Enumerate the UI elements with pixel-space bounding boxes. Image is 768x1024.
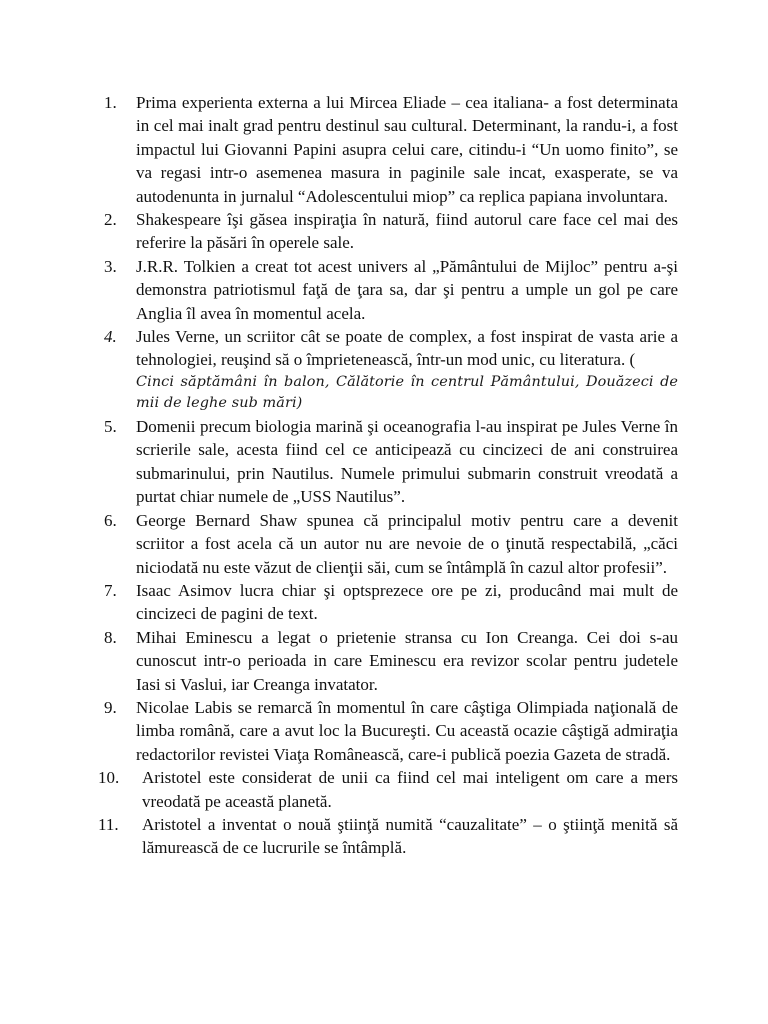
item-number: 1.	[104, 93, 117, 112]
item-text: Isaac Asimov lucra chiar şi optsprezece ore pe zi, producând mai mult de cincizeci de pagini de text.	[136, 580, 678, 624]
item-number: 4.	[104, 327, 117, 347]
list-item	[98, 766, 678, 813]
book-titles-note: Cinci săptămâni în balon, Călătorie în centrul Pământului, Douăzeci de mii de leghe sub mări)	[136, 373, 678, 412]
list-item	[104, 208, 678, 255]
item-number: 9.	[104, 697, 117, 717]
item-text: Shakespeare îşi găsea inspiraţia în natură, fiind autorul care face cel mai des referire la păsări în operele sale.	[136, 210, 678, 253]
list-item	[104, 579, 678, 626]
item-text: George Bernard Shaw spunea că principalul motiv pentru care a devenit scriitor a fost acela că un autor nu are nevoie de o ţinută respectabilă, „căci niciodată nu este văzut de clienţii săi, cum se întâmplă în cazul altor profesii”.	[136, 510, 678, 577]
item-text: Aristotel a inventat o nouă ştiinţă numită “cauzalitate” – o ştiinţă menită să lămurească de ce lucrurile se întâmplă.	[142, 814, 678, 858]
item-number: 5.	[104, 417, 117, 437]
list-item	[98, 813, 678, 860]
list-item	[104, 255, 678, 325]
item-number: 11.	[98, 814, 119, 834]
list-item	[104, 415, 678, 509]
item-number: 8.	[104, 627, 117, 647]
list-item	[104, 509, 678, 579]
item-text: Prima experienta externa a lui Mircea Eliade – cea italiana- a fost determinata in cel mai inalt grad pentru destinul sau cultural. Determinant, la randu-i, a fost impactul lui Giovanni Papini asupra celui care, citindu-i “Un uomo finito”, se va regasi intr-o asemenea masura in paginile sale incat, exasperate, se va autodenunta in jurnalul “Adolescentului miop” ca replica papiana involuntara.	[136, 93, 678, 206]
item-text: Domenii precum biologia marină şi oceanografia l-au inspirat pe Jules Verne în scrierile sale, acesta fiind cel ce anticipează cu cincizeci de ani construirea submarinului, prin Nautilus. Numele primului submarin construit vreodată a purtat chiar numele de „USS Nautilus”.	[136, 417, 678, 507]
item-number: 3.	[104, 256, 117, 276]
item-number: 6.	[104, 510, 117, 530]
item-text: Mihai Eminescu a legat o prietenie stransa cu Ion Creanga. Cei doi s-au cunoscut intr-o perioada in care Eminescu era revizor scolar pentru judetele Iasi si Vaslui, iar Creanga invatator.	[136, 627, 678, 694]
item-text: Nicolae Labis se remarcă în momentul în care câştiga Olimpiada naţională de limba română, care a avut loc la Bucureşti. Cu această ocazie câştigă admiraţia redactorilor revistei Viaţa Românească, care-i publică poezia Gazeta de stradă.	[136, 697, 678, 764]
item-number: 7.	[104, 580, 117, 600]
list-item	[104, 626, 678, 696]
list-item	[104, 91, 678, 208]
list-item	[104, 325, 678, 415]
facts-list	[98, 91, 678, 860]
item-number: 10.	[98, 768, 120, 788]
list-item	[104, 696, 678, 766]
item-text-main: Jules Verne, un scriitor cât se poate de complex, a fost inspirat de vasta arie a tehnologiei, reuşind să o împrietenească, într-un mod unic, cu literatura. (	[136, 327, 678, 370]
item-text	[136, 325, 678, 415]
item-number: 2.	[104, 210, 117, 230]
item-text: J.R.R. Tolkien a creat tot acest univers al „Pământului de Mijloc” pentru a-şi demonstra patriotismul faţă de ţara sa, dar şi pentru a umple un gol pe care Anglia îl avea în momentul acela.	[136, 256, 678, 323]
item-text: Aristotel este considerat de unii ca fiind cel mai inteligent om care a mers vreodată pe această planetă.	[142, 768, 678, 811]
